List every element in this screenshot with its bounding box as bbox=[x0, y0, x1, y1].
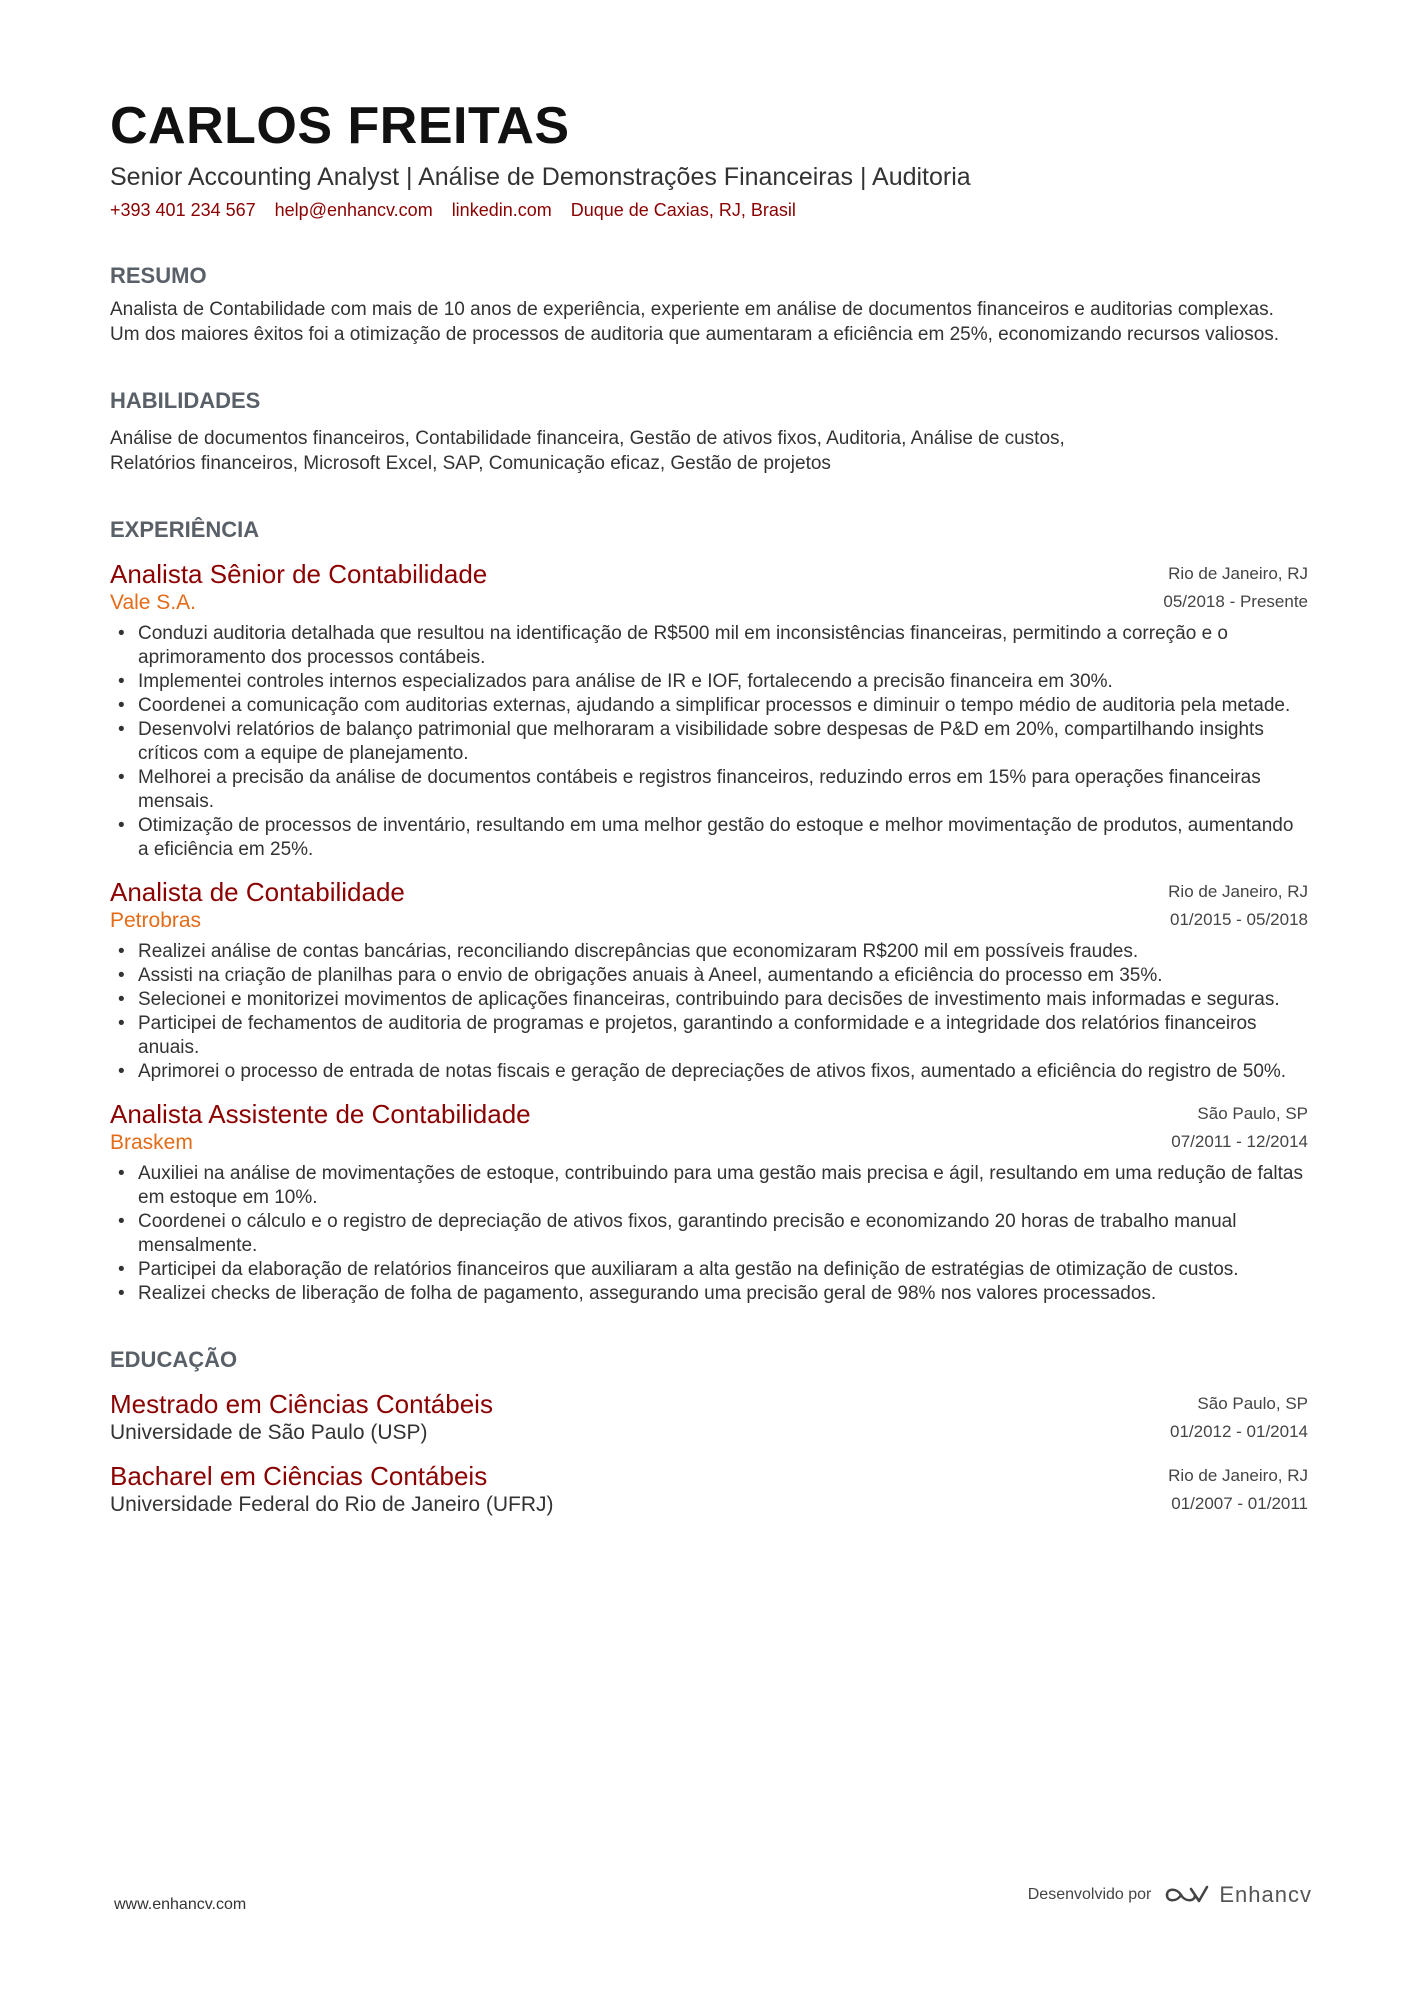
job-location: São Paulo, SP bbox=[1197, 1104, 1308, 1123]
brand-logo[interactable] bbox=[1163, 1882, 1312, 1908]
bullet-icon: • bbox=[118, 1163, 125, 1184]
bullet-icon: • bbox=[118, 623, 125, 644]
bullet-item: • Assisti na criação de planilhas para o envio de obrigações anuais à Aneel, aumentando a eficiência do processo em 35%. bbox=[118, 965, 1163, 986]
section-title-summary: RESUMO bbox=[110, 263, 207, 288]
candidate-name: CARLOS FREITAS bbox=[110, 97, 570, 155]
job-dates: 05/2018 - Presente bbox=[1163, 592, 1308, 611]
school-name: Universidade de São Paulo (USP) bbox=[110, 1421, 428, 1444]
bullet-icon: • bbox=[118, 1013, 125, 1034]
brand-name: Enhancv bbox=[1219, 1882, 1312, 1907]
enhancv-logo-icon bbox=[1163, 1883, 1209, 1907]
bullet-item: • Selecionei e monitorizei movimentos de aplicações financeiras, contribuindo para decisões de investimento mais informadas e seguras. bbox=[118, 989, 1280, 1010]
bullet-icon: • bbox=[118, 671, 125, 692]
resume-page bbox=[110, 98, 1308, 1518]
education-dates: 01/2012 - 01/2014 bbox=[1169, 1422, 1308, 1441]
summary-text: Analista de Contabilidade com mais de 10 anos de experiência, experiente em análise de documentos financeiros e auditorias complexas. Um dos maiores êxitos foi a otimização de processos de auditoria que aumentaram a eficiência em 25%, economizando recursos valiosos. bbox=[110, 299, 1280, 345]
skills-line: Análise de documentos financeiros, Contabilidade financeira, Gestão de ativos fixos, Auditoria, Análise de custos, bbox=[110, 428, 1065, 449]
bullet-item: • Realizei checks de liberação de folha de pagamento, assegurando uma precisão geral de 98% nos valores processados. bbox=[118, 1283, 1157, 1304]
job-title: Analista de Contabilidade bbox=[110, 877, 405, 907]
education-location: Rio de Janeiro, RJ bbox=[1168, 1466, 1308, 1485]
contact-email[interactable]: help@enhancv.com bbox=[274, 200, 433, 220]
bullet-icon: • bbox=[118, 941, 125, 962]
degree-title: Mestrado em Ciências Contábeis bbox=[110, 1389, 493, 1419]
powered-by-label: Desenvolvido por bbox=[1027, 1886, 1152, 1903]
summary-section bbox=[110, 262, 1308, 347]
job-title: Analista Assistente de Contabilidade bbox=[110, 1099, 531, 1129]
bullet-item: • Coordenei o cálculo e o registro de depreciação de ativos fixos, garantindo precisão e economizando 20 horas de trabalho manual mensalmente. bbox=[118, 1211, 1237, 1256]
company-name: Petrobras bbox=[110, 909, 202, 932]
degree-title: Bacharel em Ciências Contábeis bbox=[110, 1461, 488, 1491]
contact-phone[interactable]: +393 401 234 567 bbox=[110, 200, 256, 220]
footer-website[interactable]: www.enhancv.com bbox=[114, 1896, 247, 1913]
bullet-item: • Participei de fechamentos de auditoria de programas e projetos, garantindo a conformidade e a integridade dos relatórios financeiros anuais. bbox=[118, 1013, 1257, 1058]
bullet-item: • Otimização de processos de inventário, resultando em uma melhor gestão do estoque e melhor movimentação de produtos, aumentando a eficiência em 25%. bbox=[118, 815, 1294, 860]
job-location: Rio de Janeiro, RJ bbox=[1168, 564, 1308, 583]
bullet-item: • Auxiliei na análise de movimentações de estoque, contribuindo para uma gestão mais precisa e ágil, resultando em uma redução de faltas em estoque em 10%. bbox=[118, 1163, 1303, 1208]
resume-header bbox=[110, 98, 1308, 222]
bullet-item: • Participei da elaboração de relatórios financeiros que auxiliaram a alta gestão na definição de estratégias de otimização de custos. bbox=[118, 1259, 1239, 1280]
bullet-icon: • bbox=[118, 965, 125, 986]
education-dates: 01/2007 - 01/2011 bbox=[1171, 1494, 1308, 1513]
job-bullets bbox=[110, 940, 1308, 1084]
bullet-icon: • bbox=[118, 1061, 125, 1082]
skills-section bbox=[110, 387, 1308, 476]
bullet-item: • Melhorei a precisão da análise de documentos contábeis e registros financeiros, reduzindo erros em 15% para operações financeiras mensais. bbox=[118, 767, 1261, 812]
bullet-icon: • bbox=[118, 989, 125, 1010]
bullet-item: • Coordenei a comunicação com auditorias externas, ajudando a simplificar processos e diminuir o tempo médio de auditoria pela metade. bbox=[118, 695, 1291, 716]
candidate-headline: Senior Accounting Analyst | Análise de Demonstrações Financeiras | Auditoria bbox=[110, 163, 971, 191]
bullet-icon: • bbox=[118, 815, 125, 836]
job-dates: 07/2011 - 12/2014 bbox=[1171, 1132, 1308, 1151]
school-name: Universidade Federal do Rio de Janeiro (UFRJ) bbox=[110, 1493, 554, 1516]
education-entry bbox=[110, 1460, 1308, 1518]
job-dates: 01/2015 - 05/2018 bbox=[1169, 910, 1308, 929]
bullet-item: • Desenvolvi relatórios de balanço patrimonial que melhoraram a visibilidade sobre despesas de P&D em 20%, compartilhando insights críticos com a equipe de planejamento. bbox=[118, 719, 1264, 764]
bullet-icon: • bbox=[118, 1283, 125, 1304]
education-location: São Paulo, SP bbox=[1197, 1394, 1308, 1413]
skills-line: Relatórios financeiros, Microsoft Excel, SAP, Comunicação eficaz, Gestão de projetos bbox=[110, 452, 831, 474]
bullet-icon: • bbox=[118, 767, 125, 788]
education-section bbox=[110, 1346, 1308, 1518]
section-title-experience: EXPERIÊNCIA bbox=[110, 517, 260, 542]
bullet-item: • Realizei análise de contas bancárias, reconciliando discrepâncias que economizaram R$200 mil em possíveis fraudes. bbox=[118, 941, 1139, 962]
skills-list bbox=[110, 427, 1308, 476]
bullet-item: • Aprimorei o processo de entrada de notas fiscais e geração de depreciações de ativos fixos, aumentado a eficiência do registro de 50%. bbox=[118, 1061, 1287, 1082]
experience-section bbox=[110, 516, 1308, 1306]
job-title: Analista Sênior de Contabilidade bbox=[110, 559, 488, 589]
contact-linkedin[interactable]: linkedin.com bbox=[451, 200, 552, 220]
contact-info bbox=[110, 198, 1308, 222]
bullet-item: • Conduzi auditoria detalhada que resultou na identificação de R$500 mil em inconsistências financeiras, permitindo a correção e o aprimoramento dos processos contábeis. bbox=[118, 623, 1228, 668]
experience-entry bbox=[110, 558, 1308, 862]
contact-location: Duque de Caxias, RJ, Brasil bbox=[570, 200, 796, 220]
experience-entry bbox=[110, 876, 1308, 1084]
bullet-icon: • bbox=[118, 1259, 125, 1280]
section-title-skills: HABILIDADES bbox=[110, 388, 261, 413]
bullet-icon: • bbox=[118, 719, 125, 740]
company-name: Vale S.A. bbox=[110, 591, 196, 614]
education-entry bbox=[110, 1388, 1308, 1446]
job-bullets bbox=[110, 622, 1308, 862]
bullet-icon: • bbox=[118, 1211, 125, 1232]
job-location: Rio de Janeiro, RJ bbox=[1168, 882, 1308, 901]
experience-entry bbox=[110, 1098, 1308, 1306]
job-bullets bbox=[110, 1162, 1308, 1306]
bullet-icon: • bbox=[118, 695, 125, 716]
company-name: Braskem bbox=[110, 1131, 193, 1154]
footer-branding bbox=[1028, 1882, 1312, 1908]
bullet-item: • Implementei controles internos especializados para análise de IR e IOF, fortalecendo a precisão financeira em 30%. bbox=[118, 671, 1113, 692]
section-title-education: EDUCAÇÃO bbox=[110, 1347, 238, 1372]
